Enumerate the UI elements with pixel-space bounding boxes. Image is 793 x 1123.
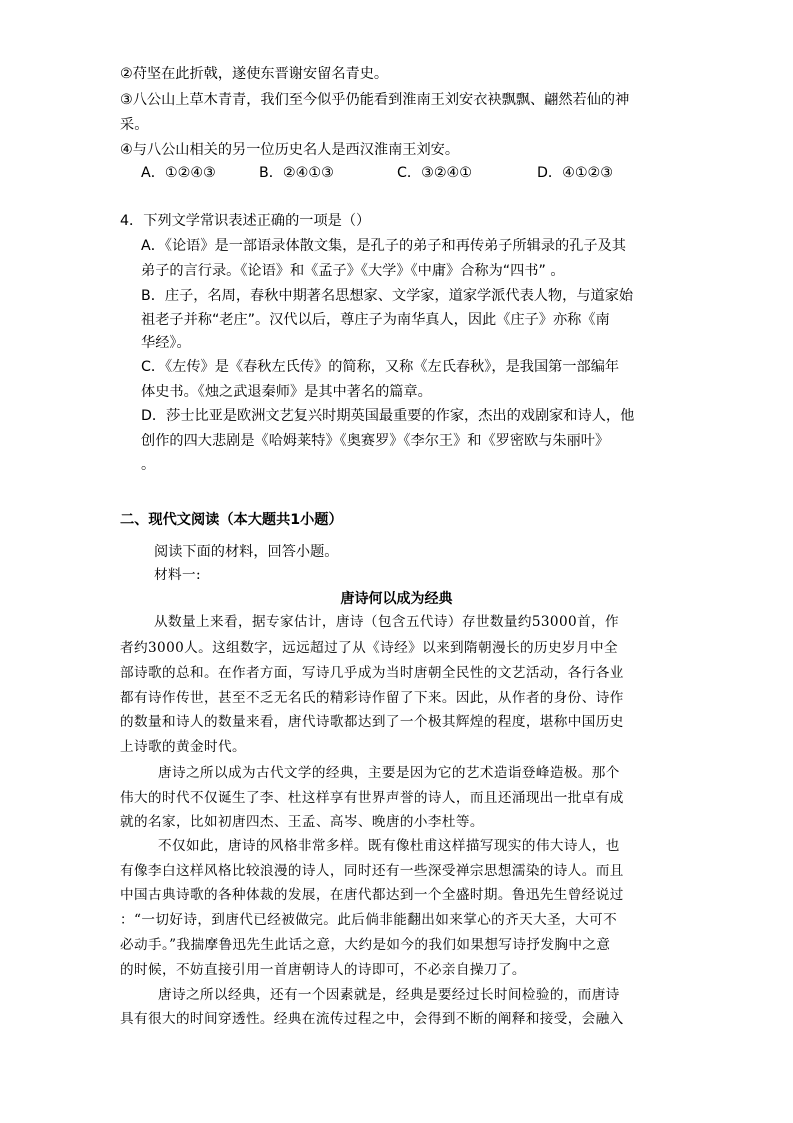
q3-item-4: ④与八公山相关的另一位历史名人是西汉淮南王刘安。 — [120, 142, 460, 158]
q3-option-b: B．②④①③ — [259, 165, 334, 181]
q4-option-b: B．庄子，名周，春秋中期著名思想家、文学家，道家学派代表人物，与道家始 — [141, 288, 634, 304]
body-line: 唐诗之所以成为古代文学的经典，主要是因为它的艺术造诣登峰造极。那个 — [158, 765, 620, 781]
body-line: 不仅如此，唐诗的风格非常多样。既有像杜甫这样描写现实的伟大诗人，也 — [158, 838, 620, 854]
body-line: 都有诗作传世，甚至不乏无名氏的精彩诗作留了下来。因此，从作者的身份、诗作 — [120, 690, 624, 706]
q4-option-c: C．《左传》是《春秋左氏传》的简称，又称《左氏春秋》，是我国第一部编年 — [141, 359, 620, 375]
q3-option-a: A．①②④③ — [141, 165, 216, 181]
material-label: 材料一: — [154, 567, 201, 583]
q4-option-c-cont: 体史书。《烛之武退秦师》是其中著名的篇章。 — [141, 384, 432, 400]
body-line: 者约3000人。这组数字，远远超过了从《诗经》以来到隋朝漫长的历史岁月中全 — [120, 640, 618, 656]
reading-instruction: 阅读下面的材料，回答小题。 — [154, 544, 339, 560]
q3-item-3-cont: 采。 — [120, 117, 149, 133]
q4-option-b-cont: 祖老子并称“老庄”。汉代以后，尊庄子为南华真人，因此《庄子》亦称《南 — [141, 312, 610, 328]
body-line: 必动手。”我揣摩鲁迅先生此话之意，大约是如今的我们如果想写诗抒发胸中之意 — [120, 937, 611, 953]
body-line: 从数量上来看，据专家估计，唐诗（包含五代诗）存世数量约53000首，作 — [154, 614, 620, 630]
q4-option-b-cont2: 华经》。 — [141, 335, 191, 351]
q4-option-d: D．莎士比亚是欧洲文艺复兴时期英国最重要的作家，杰出的戏剧家和诗人，他 — [141, 408, 635, 424]
body-line: 有像李白这样风格比较浪漫的诗人，同时还有一些深受禅宗思想濡染的诗人。而且 — [120, 863, 624, 879]
body-line: 中国古典诗歌的各种体裁的发展，在唐代都达到一个全盛时期。鲁迅先生曾经说过 — [120, 887, 624, 903]
body-line: 的数量和诗人的数量来看，唐代诗歌都达到了一个极其辉煌的程度，堪称中国历史 — [120, 714, 624, 730]
q3-item-3: ③八公山上草木青青，我们至今似乎仍能看到淮南王刘安衣袂飘飘、翩然若仙的神 — [120, 92, 630, 108]
section-heading: 二、现代文阅读（本大题共1小题） — [120, 512, 343, 528]
q3-option-c: C．③②④① — [397, 165, 472, 181]
body-line: 唐诗之所以经典，还有一个因素就是，经典是要经过长时间检验的，而唐诗 — [158, 987, 620, 1003]
body-line: 就的名家，比如初唐四杰、王孟、高岑、晚唐的小李杜等。 — [120, 814, 484, 830]
q3-option-d: D．④①②③ — [537, 165, 613, 181]
body-line: 具有很大的时间穿透性。经典在流传过程之中，会得到不断的阐释和接受，会融入 — [120, 1011, 624, 1027]
body-line: 上诗歌的黄金时代。 — [120, 739, 246, 755]
q4-option-a: A．《论语》是一部语录体散文集，是孔子的弟子和再传弟子所辑录的孔子及其 — [141, 238, 626, 254]
q4-option-d-cont: 创作的四大悲剧是《哈姆莱特》《奥赛罗》《李尔王》和《罗密欧与朱丽叶》 — [141, 433, 610, 449]
article-title: 唐诗何以成为经典 — [340, 591, 453, 607]
q4-option-a-cont: 弟子的言行录。《论语》和《孟子》《大学》《中庸》合称为“四书” 。 — [141, 263, 565, 279]
q3-item-2: ②苻坚在此折戟，遂使东晋谢安留名青史。 — [120, 66, 389, 82]
body-line: ：“一切好诗，到唐代已经被做完。此后倘非能翻出如来掌心的齐天大圣，大可不 — [120, 912, 618, 928]
q4-option-d-cont2: 。 — [141, 457, 156, 473]
body-line: 伟大的时代不仅诞生了李、杜这样享有世界声誉的诗人，而且还涌现出一批卓有成 — [120, 790, 624, 806]
body-line: 部诗歌的总和。在作者方面，写诗几乎成为当时唐朝全民性的文艺活动，各行各业 — [120, 665, 624, 681]
q4-stem: 4．下列文学常识表述正确的一项是（） — [120, 213, 371, 229]
q3-options — [141, 161, 613, 185]
body-line: 的时候，不妨直接引用一首唐朝诗人的诗即可，不必亲自操刀了。 — [120, 962, 526, 978]
